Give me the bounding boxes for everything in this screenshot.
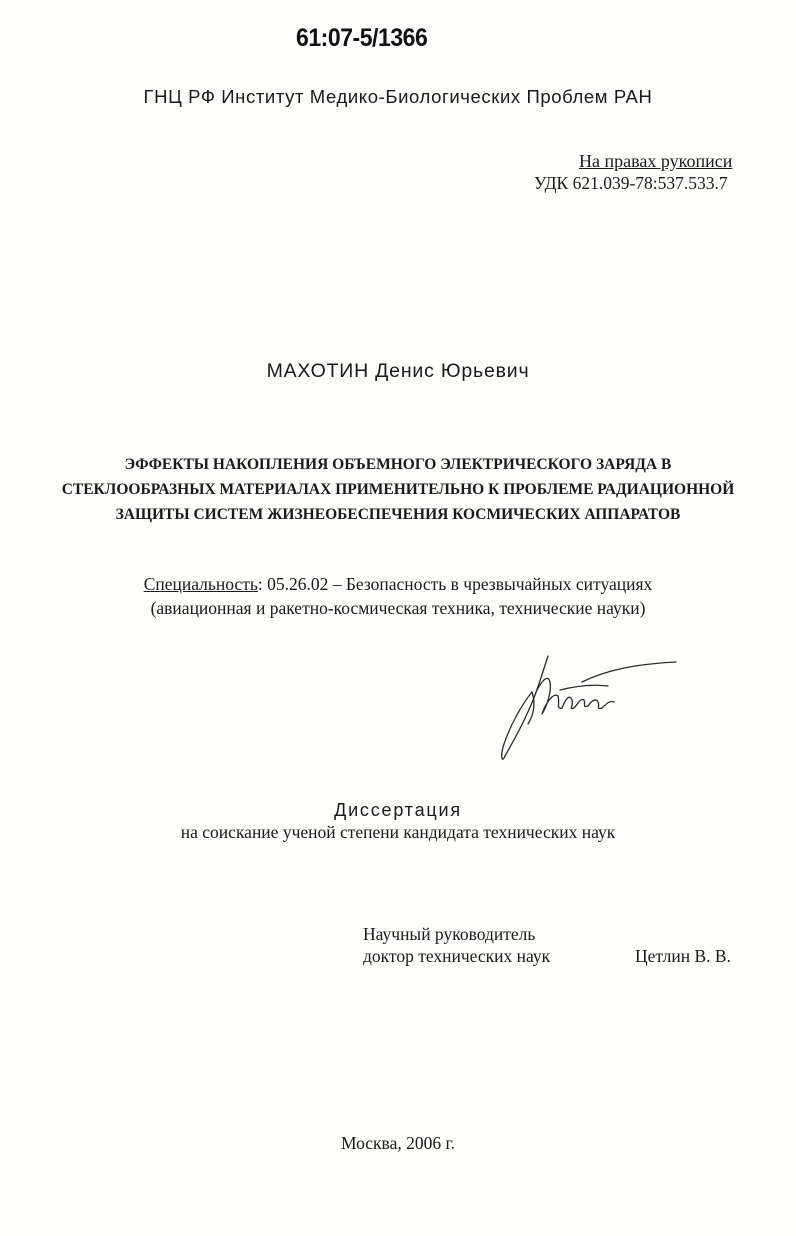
supervisor-name: Цетлин В. В. (635, 946, 731, 966)
specialty-value: : 05.26.02 – Безопасность в чрезвычайных ситуациях (257, 574, 653, 594)
thesis-title-line: ЭФФЕКТЫ НАКОПЛЕНИЯ ОБЪЕМНОГО ЭЛЕКТРИЧЕСКОГО ЗАРЯДА В (124, 456, 672, 473)
specialty-line (0, 572, 796, 596)
specialty-note: (авиационная и ракетно-космическая техника, технические науки) (150, 598, 646, 618)
thesis-title-line: СТЕКЛООБРАЗНЫХ МАТЕРИАЛАХ ПРИМЕНИТЕЛЬНО К ПРОБЛЕМЕ РАДИАЦИОННОЙ (61, 481, 735, 498)
city-year: Москва, 2006 г. (340, 1133, 456, 1153)
institute-name: ГНЦ РФ Институт Медико-Биологических Проблем РАН (143, 86, 653, 107)
archive-number-stamp: 61:07-5/1366 (296, 24, 428, 52)
udk-code: УДК 621.039-78:537.533.7 (534, 173, 728, 193)
author-name: МАХОТИН Денис Юрьевич (266, 360, 530, 382)
specialty-block (0, 572, 796, 620)
thesis-title-line: ЗАЩИТЫ СИСТЕМ ЖИЗНЕОБЕСПЕЧЕНИЯ КОСМИЧЕСКИХ АППАРАТОВ (115, 506, 681, 523)
document-type: Диссертация (334, 800, 462, 820)
supervisor-title: доктор технических наук (363, 946, 551, 966)
supervisor-role: Научный руководитель (363, 924, 536, 944)
thesis-title (60, 452, 736, 527)
specialty-label: Специальность (143, 574, 258, 594)
manuscript-rights-note: На правах рукописи (579, 151, 733, 171)
degree-statement: на соискание ученой степени кандидата технических наук (180, 822, 616, 842)
author-signature (496, 652, 682, 764)
